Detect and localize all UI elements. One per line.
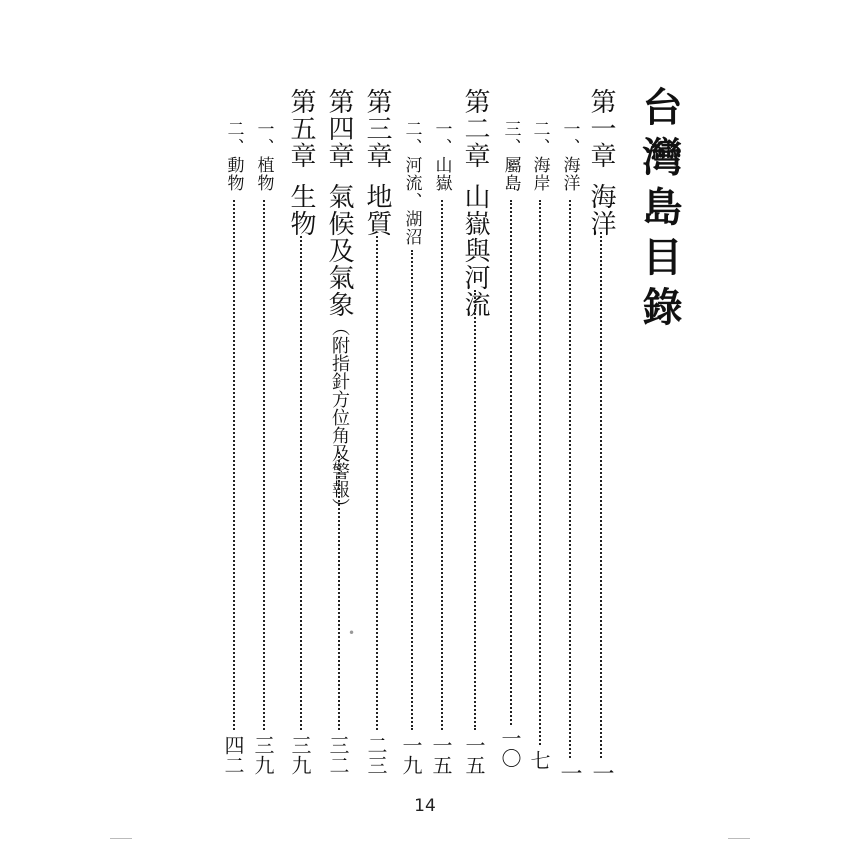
- section-title: 海岸: [529, 156, 550, 192]
- dot-leader: [338, 452, 340, 730]
- toc-entry-ch2: [460, 88, 490, 318]
- toc-entry-ch5-s1: [252, 120, 274, 192]
- section-title: 動物: [223, 156, 244, 192]
- page-number: 一五: [462, 735, 486, 775]
- scan-speck: •: [348, 626, 356, 640]
- toc-entry-ch5-s2: [222, 120, 244, 192]
- chapter-title: 山嶽與河流: [460, 183, 490, 318]
- section-title: 屬島: [500, 156, 521, 192]
- toc-title-column: [636, 86, 682, 336]
- chapter-title: 地質: [362, 183, 392, 237]
- page-number: 四二: [221, 735, 245, 775]
- chapter-label: 第一章: [586, 88, 616, 169]
- dot-leader: [233, 200, 235, 730]
- page-title: 台灣島目錄: [636, 86, 683, 336]
- crop-mark: [728, 838, 750, 839]
- chapter-label: 第三章: [362, 88, 392, 169]
- chapter-title: 生物: [286, 183, 316, 237]
- chapter-note: （附指針方位角及警報）: [329, 318, 350, 516]
- page-number: 三二: [326, 735, 350, 775]
- dot-leader: [474, 290, 476, 730]
- page-number: 七: [527, 750, 551, 770]
- section-label: 一、: [253, 120, 274, 156]
- dot-leader: [376, 236, 378, 730]
- dot-leader: [510, 200, 512, 725]
- dot-leader: [411, 250, 413, 730]
- page-folio: 14: [414, 796, 436, 816]
- section-label: 三、: [500, 120, 521, 156]
- section-title: 山嶽: [431, 156, 452, 192]
- section-title: 河流、湖沼: [401, 156, 422, 246]
- toc-entry-ch5: [286, 88, 316, 237]
- page-number: 二三: [364, 735, 388, 775]
- toc-entry-ch1-s3: [499, 120, 521, 192]
- toc-entry-ch1: [586, 88, 616, 237]
- toc-entry-ch2-s1: [430, 120, 452, 192]
- toc-entry-ch3: [362, 88, 392, 237]
- toc-entry-ch1-s1: [558, 120, 580, 192]
- section-label: 一、: [559, 120, 580, 156]
- dot-leader: [441, 200, 443, 730]
- page-number: 三九: [288, 735, 312, 775]
- chapter-label: 第二章: [460, 88, 490, 169]
- section-title: 植物: [253, 156, 274, 192]
- toc-entry-ch2-s2: [400, 120, 422, 246]
- page-number: 一: [557, 762, 582, 784]
- dot-leader: [263, 200, 265, 730]
- section-title: 海洋: [559, 156, 580, 192]
- section-label: 二、: [223, 120, 244, 156]
- chapter-label: 第四章: [324, 88, 354, 169]
- page-number: 一: [589, 762, 614, 784]
- dot-leader: [600, 232, 602, 758]
- crop-mark: [110, 838, 132, 839]
- section-label: 二、: [529, 120, 550, 156]
- toc-entry-ch1-s2: [528, 120, 550, 192]
- chapter-label: 第五章: [286, 88, 316, 169]
- chapter-title: 海洋: [586, 183, 616, 237]
- section-label: 二、: [401, 120, 422, 156]
- dot-leader: [569, 200, 571, 758]
- page-number: 一〇: [498, 728, 522, 768]
- dot-leader: [539, 200, 541, 745]
- page-number: 一九: [399, 735, 423, 775]
- section-label: 一、: [431, 120, 452, 156]
- dot-leader: [300, 236, 302, 730]
- page-number: 一五: [429, 735, 453, 775]
- page-number: 三九: [251, 735, 275, 775]
- chapter-title: 氣候及氣象: [324, 183, 354, 318]
